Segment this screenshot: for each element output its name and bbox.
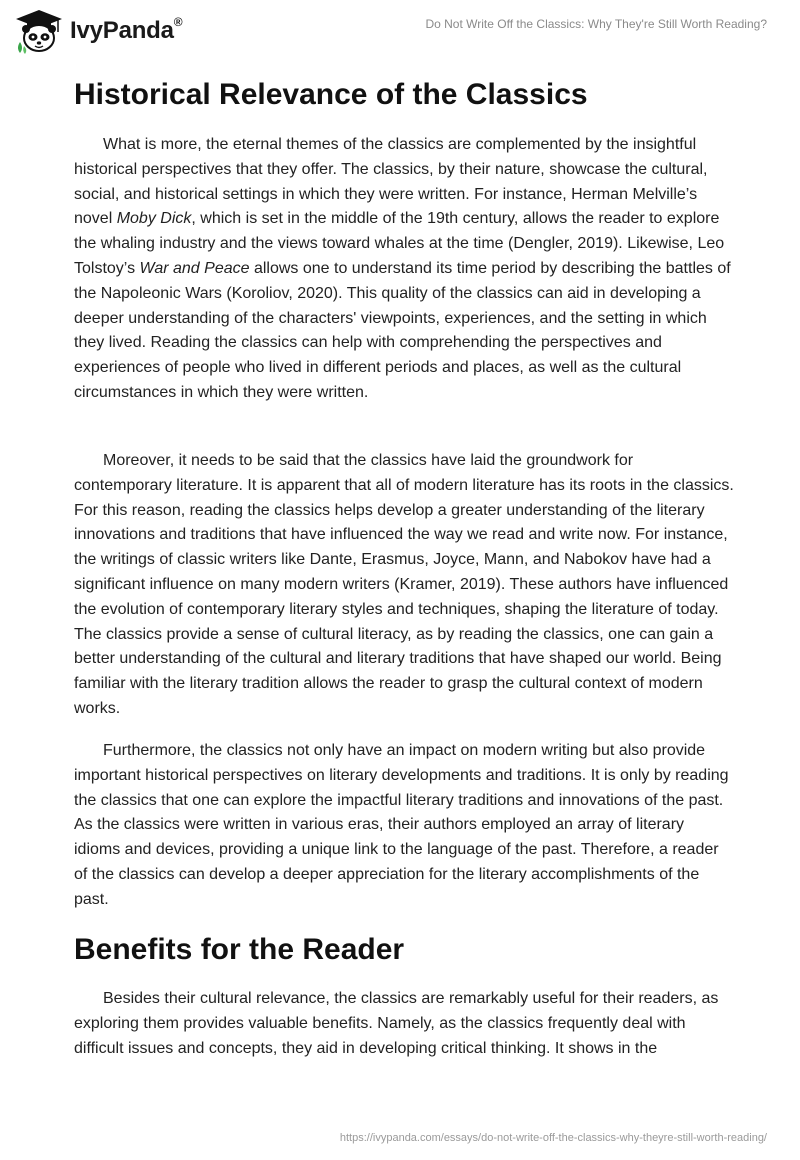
section-heading-historical-relevance: Historical Relevance of the Classics (74, 78, 588, 111)
source-url[interactable]: https://ivypanda.com/essays/do-not-write-off-the-classics-why-theyre-still-worth-reading/ (339, 1132, 767, 1144)
page-header (0, 0, 800, 62)
paragraph-historical-perspectives: What is more, the eternal themes of the classics are complemented by the insightful historical perspectives that they offer. The classics, by their nature, showcase the cultural, social, and historical settings in which they were written. For instance, Herman Melville’s novel Moby Dick, which is set in the middle of the 19th century, allows the reader to explore the whaling industry and the views toward whales at the time (Dengler, 2019). Likewise, Leo Tolstoy’s War and Peace allows one to understand its time period by describing the battles of the Napoleonic Wars (Koroliov, 2020). This quality of the classics can aid in developing a deeper understanding of the characters' viewpoints, experiences, and the setting in which they lived. Reading the classics can help with comprehending the perspectives and experiences of people who lived in different periods and places, as well as the cultural circumstances in which they were written. (74, 136, 731, 401)
paragraph-literary-developments: Furthermore, the classics not only have an impact on modern writing but also provide important historical perspectives on literary developments and traditions. It is only by reading the classics that one can explore the impactful literary traditions and innovations of the past. As the classics were written in various eras, their authors employed an array of literary idioms and devices, providing a unique link to the language of the past. Therefore, a reader of the classics can develop a deeper appreciation for the literary accomplishments of the past. (74, 742, 729, 908)
book-title-war-and-peace: War and Peace (139, 259, 250, 277)
book-title-moby-dick: Moby Dick (116, 210, 192, 228)
ivypanda-logo[interactable] (14, 8, 182, 54)
section-heading-benefits: Benefits for the Reader (74, 933, 405, 966)
document-title: Do Not Write Off the Classics: Why They're Still Worth Reading? (425, 17, 767, 31)
logo-wordmark: IvyPanda® (70, 15, 183, 44)
paragraph-groundwork: Moreover, it needs to be said that the classics have laid the groundwork for contemporary literature. It is apparent that all of modern literature has its roots in the classics. For this reason, reading the classics helps develop a greater understanding of the literary innovations and traditions that have influenced the way we read and write now. For instance, the writings of classic writers like Dante, Erasmus, Joyce, Mann, and Nabokov have had a significant influence on many modern writers (Kramer, 2019). These authors have influenced the evolution of contemporary literary styles and techniques, shaping the literature of today. The classics provide a sense of cultural literacy, as by reading the classics, one can gain a better understanding of the cultural and literary traditions that have shaped our world. Being familiar with the literary tradition allows the reader to grasp the cultural context of modern works. (74, 452, 734, 717)
paragraph-benefits: Besides their cultural relevance, the classics are remarkably useful for their readers, as exploring them provides valuable benefits. Namely, as the classics frequently deal with difficult issues and concepts, they aid in developing critical thinking. It shows in the (74, 990, 719, 1057)
panda-graduate-icon (14, 8, 64, 54)
